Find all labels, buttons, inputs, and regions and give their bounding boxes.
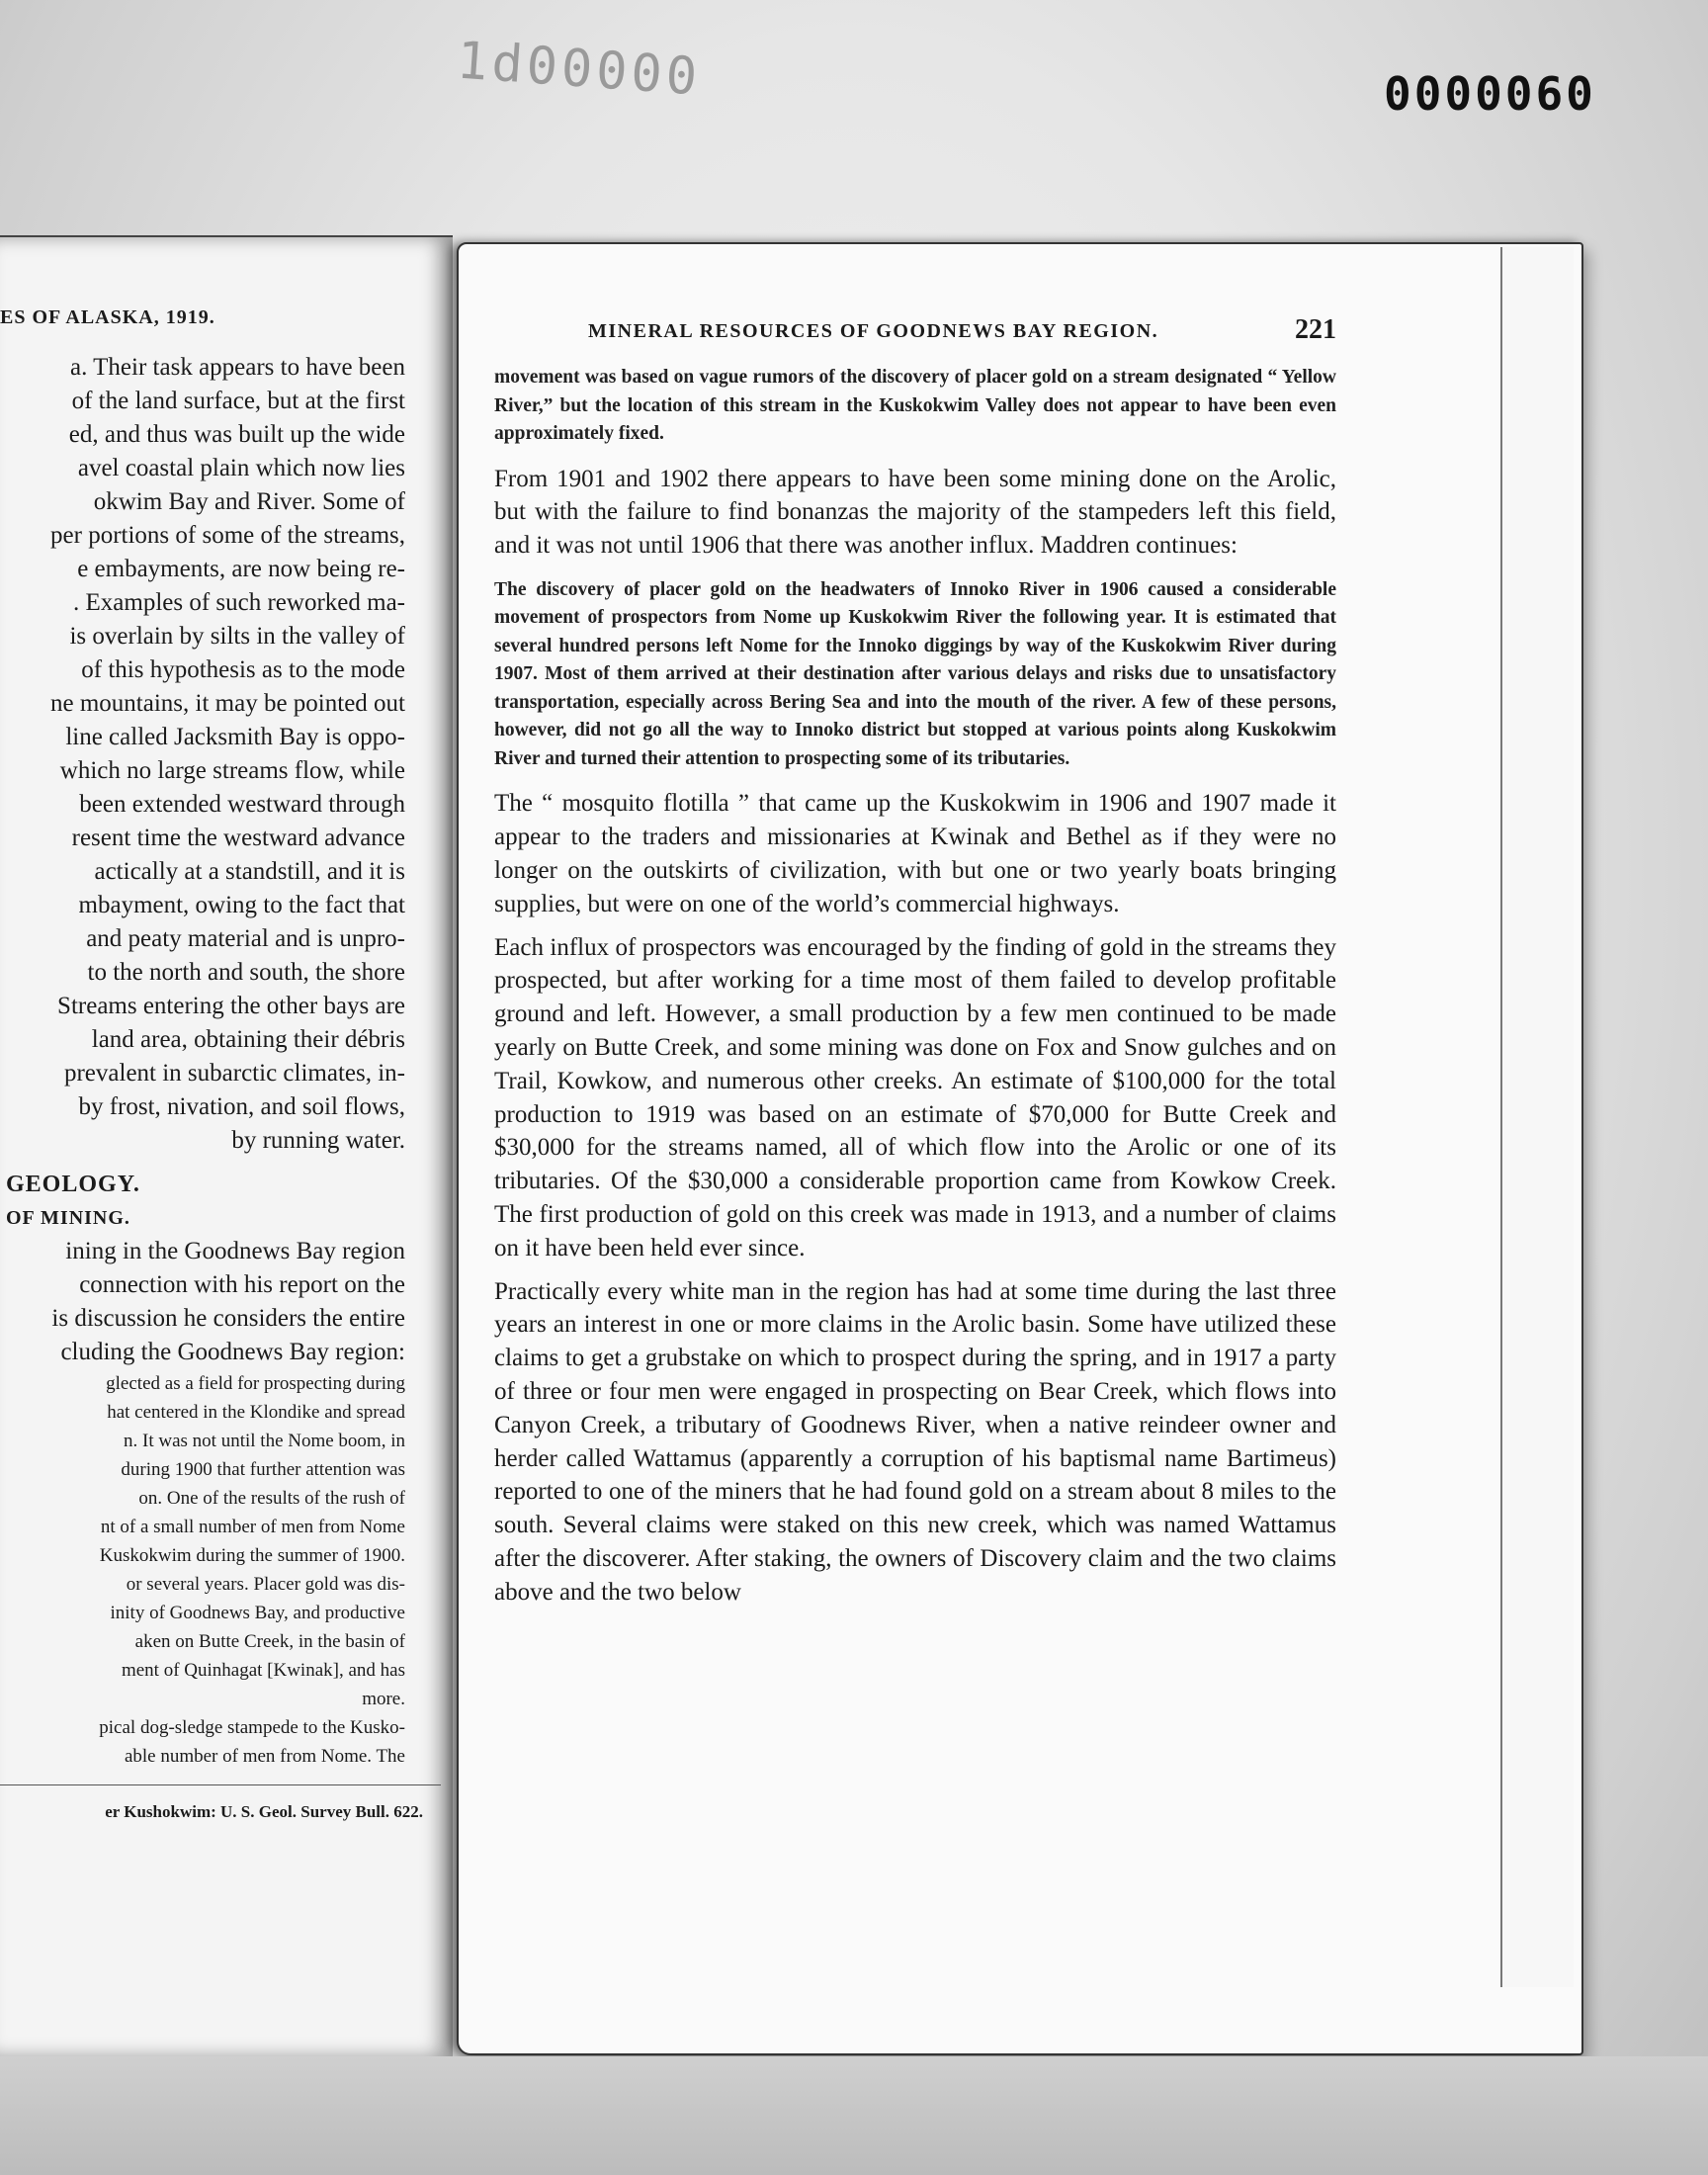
left-line: of the land surface, but at the first	[71, 388, 405, 414]
paragraph-4: Practically every white man in the region has had at some time during the last three years an interest in one or more claims in the Arolic basin. Some have utilized these claims to get a grubstake on which to prospect during the spring, and in 1917 a party of three or four men were engaged in prospecting on Bear Creek, which flows into Canyon Creek, a tributary of Goodnews River, when a native reindeer owner and herder called Wattamus (apparently a corruption of his baptismal name Bartimeus) reported to one of the miners that he had found gold on a stream about 8 miles to the south. Several claims were staked on this new creek, which was named Wattamus after the discoverer. After staking, the owners of Discovery claim and the two claims above and the two below	[494, 1277, 1336, 1606]
left-line: of this hypothesis as to the mode	[81, 656, 405, 683]
left-line: and peaty material and is unpro-	[86, 925, 405, 952]
left-line: mbayment, owing to the fact that	[78, 892, 405, 918]
left-line: . Examples of such reworked ma-	[73, 589, 405, 616]
left-line: on. One of the results of the rush of	[138, 1488, 405, 1509]
left-line: land area, obtaining their débris	[91, 1026, 405, 1053]
left-line: during 1900 that further attention was	[121, 1459, 405, 1480]
page-edge	[1500, 247, 1574, 1987]
left-line: hat centered in the Klondike and spread	[107, 1402, 405, 1423]
left-heading-geology: GEOLOGY.	[6, 1172, 140, 1197]
block-quote-continued: movement was based on vague rumors of the discovery of placer gold on a stream designated “ Yellow River,” but the location of this stream in the Kuskokwim Valley does not appear to have been even approximately fixed.	[494, 367, 1336, 444]
left-page-content	[0, 237, 441, 1829]
left-line: nt of a small number of men from Nome	[100, 1517, 405, 1537]
left-line: ment of Quinhagat [Kwinak], and has	[121, 1660, 405, 1681]
paragraph-2: The “ mosquito flotilla ” that came up the Kuskokwim in 1906 and 1907 made it appear to the traders and missionaries at Kwinak and Bethel as if they were no longer on the outskirts of civilization, with but one or two yearly boats bringing supplies, but were on one of the world’s commercial highways.	[494, 790, 1336, 917]
left-line: okwim Bay and River. Some of	[93, 488, 405, 515]
left-line: avel coastal plain which now lies	[77, 455, 405, 481]
left-lines-a	[0, 351, 441, 1158]
left-line: n. It was not until the Nome boom, in	[124, 1431, 405, 1451]
left-line: glected as a field for prospecting during	[106, 1373, 405, 1394]
left-line: more.	[362, 1689, 405, 1709]
left-line: pical dog-sledge stampede to the Kusko-	[99, 1717, 405, 1738]
running-head	[494, 314, 1336, 354]
left-line: per portions of some of the streams,	[50, 522, 405, 549]
left-footnote: er Kushokwim: U. S. Geol. Survey Bull. 622.	[0, 1784, 441, 1829]
left-line: Streams entering the other bays are	[57, 993, 405, 1019]
left-running-head: ES OF ALASKA, 1919.	[0, 306, 215, 328]
left-line: by frost, nivation, and soil flows,	[78, 1093, 405, 1120]
left-quote-lines	[0, 1369, 441, 1771]
page-number: 221	[1295, 314, 1336, 345]
left-line: to the north and south, the shore	[87, 959, 405, 986]
left-page	[0, 235, 453, 2056]
scan-bottom-shadow	[0, 2056, 1708, 2175]
left-line: actically at a standstill, and it is	[94, 858, 405, 885]
left-line: aken on Butte Creek, in the basin of	[134, 1631, 405, 1652]
left-line: line called Jacksmith Bay is oppo-	[65, 724, 405, 750]
document-number-stamp: 0000060	[1384, 67, 1596, 121]
left-line: a. Their task appears to have been	[70, 354, 405, 381]
right-page-column	[494, 314, 1336, 1610]
paragraph-3: Each influx of prospectors was encouraged by the finding of gold in the streams they prospected, but after working for a time most of them failed to develop profitable ground and left. However, a small production by a few men continued to be made yearly on Butte Creek, and some mining was done on Fox and Snow gulches and on Trail, Kowkow, and numerous other creeks. An estimate of $100,000 for the total production to 1919 was based on an estimate of $70,000 for Butte Creek and $30,000 for the streams named, all of which flow into the Arolic or one of its tributaries. Of the $30,000 a considerable proportion came from Kowkow Creek. The first production of gold on this creek was made in 1913, and a number of claims on it have been held ever since.	[494, 933, 1336, 1262]
left-line: Kuskokwim during the summer of 1900.	[99, 1545, 405, 1566]
left-line: ed, and thus was built up the wide	[68, 421, 405, 448]
left-lines-b	[0, 1235, 441, 1369]
left-text-block	[0, 351, 441, 1829]
left-line: prevalent in subarctic climates, in-	[63, 1060, 405, 1087]
left-line: resent time the westward advance	[71, 825, 405, 851]
left-line: ining in the Goodnews Bay region	[65, 1238, 405, 1264]
left-line: inity of Goodnews Bay, and productive	[110, 1603, 405, 1623]
handwritten-stamp: 1d00000	[455, 31, 703, 108]
left-line: connection with his report on the	[79, 1271, 405, 1298]
left-line: e embayments, are now being re-	[77, 556, 405, 582]
left-line: is overlain by silts in the valley of	[69, 623, 405, 650]
paragraph-1: From 1901 and 1902 there appears to have been some mining done on the Arolic, but with the failure to find bonanzas the majority of the stampeders left this field, and it was not until 1906 that there was another influx. Maddren continues:	[494, 465, 1336, 560]
left-heading-mining: OF MINING.	[6, 1207, 130, 1229]
block-quote-maddren: The discovery of placer gold on the headwaters of Innoko River in 1906 caused a considerable movement of prospectors from Nome up Kuskokwim River the following year. It is estimated that several hundred persons left Nome for the Innoko diggings by way of the Kuskokwim River during 1907. Most of them arrived at their destination after various delays and risks due to unsatisfactory transportation, especially across Bering Sea and into the mouth of the river. A few of these persons, however, did not go all the way to Innoko district but stopped at various points along Kuskokwim River and turned their attention to prospecting some of its tributaries.	[494, 578, 1336, 769]
left-line: able number of men from Nome. The	[124, 1746, 405, 1767]
left-line: which no large streams flow, while	[59, 757, 405, 784]
running-title: MINERAL RESOURCES OF GOODNEWS BAY REGION.	[588, 320, 1159, 342]
left-line: been extended westward through	[79, 791, 405, 818]
left-line: by running water.	[231, 1127, 405, 1154]
left-line: is discussion he considers the entire	[51, 1305, 405, 1332]
left-line: cluding the Goodnews Bay region:	[60, 1339, 405, 1365]
left-line: or several years. Placer gold was dis-	[126, 1574, 405, 1595]
left-line: ne mountains, it may be pointed out	[50, 690, 405, 717]
